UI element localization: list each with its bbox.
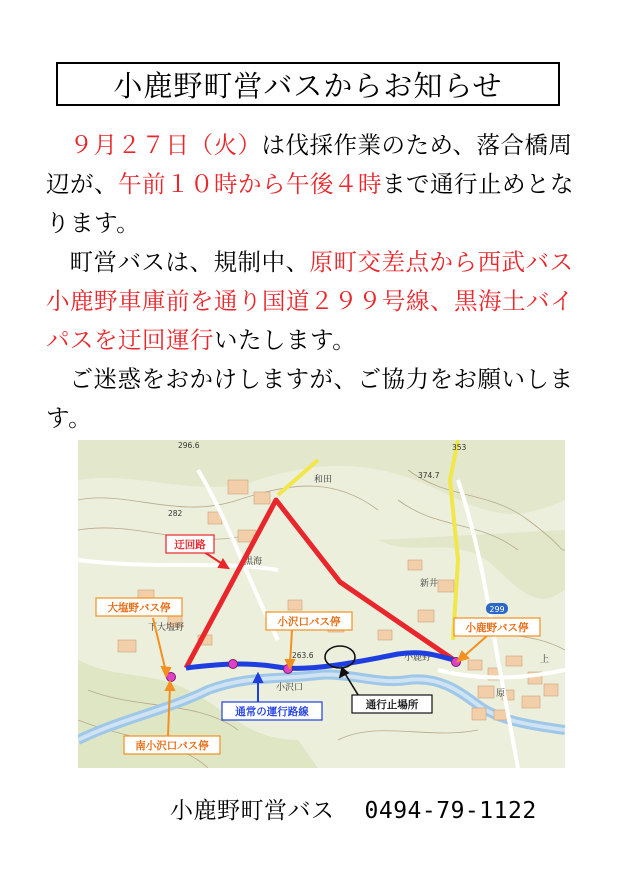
detour-label: 迂回路 (174, 539, 206, 551)
p2-segment: 町営バスは、規制中、 (69, 248, 310, 276)
footer-contact (170, 792, 537, 825)
paragraph-detour (46, 243, 591, 360)
operator-name: 小鹿野町営バス (170, 798, 335, 824)
elev-282: 282 (168, 509, 183, 518)
p1-segment-highlight: 午前１０時から午後４時 (118, 170, 382, 198)
place-harada: 原 (496, 689, 506, 699)
route-map (78, 440, 565, 768)
route-map-svg (78, 440, 565, 768)
elev-374: 374.7 (418, 471, 440, 480)
closure-label: 通行止場所 (365, 699, 419, 711)
place-ogano: 小鹿野 (404, 653, 432, 663)
p1-segment-highlight: ９月２７日（火） (69, 131, 262, 159)
kozawaguchi-stop-label: 小沢口バス停 (277, 616, 341, 628)
phone-number: 0494-79-1122 (364, 798, 537, 824)
place-kurokaido: 黒海 (244, 557, 263, 567)
minami-kozawaguchi-stop-label: 南小沢口バス停 (135, 740, 209, 752)
ogano-stop-label: 小鹿野バス停 (465, 622, 529, 634)
notice-body (46, 126, 591, 438)
elev-296: 296.6 (178, 441, 200, 450)
place-shimo-ozukano: 下大塩野 (148, 623, 185, 633)
place-kami: 上 (540, 655, 550, 665)
p2-segment-highlight: 原町交差点から西武バス小鹿野車庫前を通り国道２９９号線、黒海土バイパスを迂回運行 (46, 248, 574, 354)
p1-segment: まで通行止めとなります。 (46, 170, 574, 237)
ozukano-stop-label: 大塩野バス停 (107, 602, 171, 614)
p2-segment: いたします。 (214, 326, 357, 354)
notice-title: 小鹿野町営バスからお知らせ (113, 68, 503, 103)
place-kozawaguchi: 小沢口 (276, 683, 304, 693)
p1-segment: は伐採作業のため、落合橋周辺が、 (46, 131, 573, 198)
road-299-label: 299 (489, 605, 505, 614)
stop-ozukano-dot (229, 660, 238, 669)
place-shinden: 新井 (420, 579, 439, 589)
place-wada: 和田 (314, 475, 333, 485)
p3-segment: ご迷惑をおかけしますが、ご協力をお願いします。 (46, 365, 574, 432)
paragraph-apology (46, 360, 591, 438)
elev-263: 263.6 (292, 651, 314, 660)
elev-353: 353 (452, 443, 467, 452)
normal-route-label: 通常の運行路線 (235, 706, 309, 718)
paragraph-closure (46, 126, 591, 243)
notice-title-box (56, 62, 560, 106)
